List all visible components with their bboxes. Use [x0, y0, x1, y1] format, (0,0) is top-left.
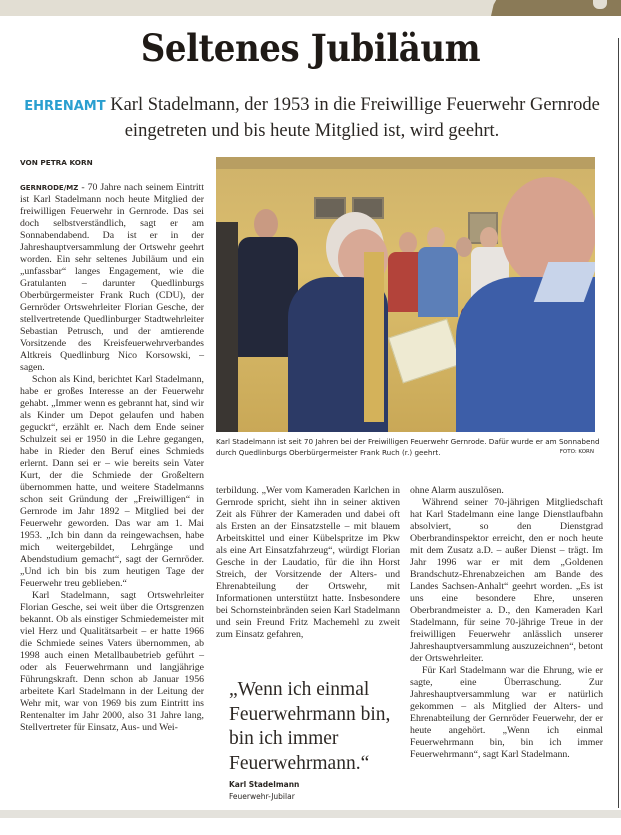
article-column-3	[410, 485, 603, 761]
paragraph: ohne Alarm auszulösen.	[410, 485, 504, 496]
pull-quote-role: Feuerwehr-Jubilar	[229, 792, 295, 801]
header-decoration	[491, 0, 621, 16]
article-column-1	[20, 182, 204, 734]
deck-text: Karl Stadelmann, der 1953 in die Freiwillige Feuerwehr Gernrode eingetreten und bis heute Mitglied ist, wird geehrt.	[110, 95, 600, 141]
article-photo	[216, 157, 595, 432]
paragraph: Während seiner 70-jährigen Mitgliedschaft hat Karl Stadelmann eine lange Dienstlaufbahn absolviert, so den Dienstgrad Oberbrandinspektor erreicht, den er noch heute mit dem Zusatz a.D. – außer Dienst – trägt. Im Jahr 1996 war er mit dem „Goldenen Brandschutz-Ehrenabzeichen am Bande des Landes Sachsen-Anhalt“ geehrt worden. „Es ist uns eine besondere Ehre, unseren Oberbrandmeister a. D., den Kameraden Karl Stadelmann, für seine 70-jährige Treue in der freiwilligen Feuerwehr anlässlich unserer Jahreshauptversammlung auszuzeichnen“, betont der Ortswehrleiter.	[410, 497, 603, 664]
top-band	[0, 0, 621, 16]
photo-credit: FOTO: KORN	[559, 449, 594, 455]
pull-quote: „Wenn ich einmal Feuerwehrmann bin, bin ich immer Feuerwehrmann.“	[229, 679, 391, 774]
dateline: GERNRODE/MZ	[20, 184, 79, 192]
paragraph: Für Karl Stadelmann war die Ehrung, wie er sagte, eine Überraschung. Zur Jahreshauptversammlung war er natürlich gekommen – als Mitglied der Alters- und Ehrenabteilung der Gernröder Feuerwehr, der er heute angehört. „Wenn ich einmal Feuerwehrmann bin, bin ich immer Feuerwehrmann“, sagt Karl Stadelmann.	[410, 665, 603, 760]
paragraph: GERNRODE/MZ - 70 Jahre nach seinem Eintritt ist Karl Stadelmann noch heute Mitglied der freiwilligen Feuerwehr in Gernrode. Das sei doch selbstverständlich, sagt er am Sonnabendabend. Da ist er in der Jahreshauptversammlung der Ortswehr geehrt worden. Ein sehr seltenes Jubiläum und ein „unfassbar“ langes Engagement, wie die Gratulanten – darunter Quedlinburgs Oberbürgermeister Frank Ruch (CDU), der Gernröder Ortswehrleiter Florian Gesche, der stellvertretende Quedlinburger Stadtwehrleiter Sebastian Petrusch, und der amtierende Vorsitzende des Kreisfeuerwehrverbandes Altkreis Quedlinburg Nico Korsowski, – sagen.	[20, 182, 204, 373]
byline: VON PETRA KORN	[20, 158, 93, 167]
person	[254, 209, 278, 239]
headline: Seltenes Jubiläum	[140, 26, 481, 70]
deck	[14, 93, 610, 143]
paragraph: Karl Stadelmann, sagt Ortswehrleiter Florian Gesche, sei weit über die Ortsgrenzen bekannt. Ob als einstiger Schmiedemeister mit viel Herz und Qualitätsarbeit – er hatte 1966 die Schmiede seines Vaters übernommen, ab 1998 auch einen Metallbaubetrieb geführt – oder als Feuerwehrmann und langjährige Führungskraft. Denn schon ab Januar 1956 arbeitete Karl Stadelmann in der Leitung der Wehr mit, war von 1969 bis zum Eintritt ins Rentenalter im Jahr 2000, also 31 Jahre lang, Stellvertreter für Einsatz, Aus- und Wei-	[20, 590, 204, 733]
article-column-2	[216, 485, 400, 641]
paragraph: terbildung. „Wer vom Kameraden Karlchen in Gernrode spricht, sieht ihn in seiner aktiven Zeit als Führer der Kameraden und dabei oft als Ersten an der Einsatzstelle – mit blauem Arbeitskittel und einer Kübelspritze im Pkw als eine Art Einsatzfahrzeug“, würdigt Florian Gesche in der Laudatio, für die ihn Horst Streich, der Vorsitzende der Alters- und Ehrenabteilung der Ortswehr, mit Informationen unterstützt hatte. Insbesondere bei Schornsteinbränden seien Karl Stadelmann und sein Freund Fritz Machemehl zu zweit zum Einsatz gefahren,	[216, 485, 400, 640]
bottom-band	[0, 810, 621, 818]
paragraph: Schon als Kind, berichtet Karl Stadelmann, habe er großes Interesse an der Feuerwehr gehabt. „Immer wenn es gebrannt hat, sind wir als Kinder um Depot gelaufen und haben geguckt“, erzählt er. Nach dem Ende seiner Schulzeit sei er 1950 in die Lehre gegangen, habe in Rieder den Beruf eines Schmieds erlernt. Dann sei er – wie bereits sein Vater Kurt, der die Schmiede der Großeltern übernommen hatte, und weitere Stadelmanns schon seit Gründung der „Freiwilligen“ in Gernrode im Jahr 1892 – Mitglied bei der Feuerwehr geworden. Das war am 1. Mai 1953. „Ich bin dann da reingewachsen, habe mich weitergebildet, Lehrgänge und Abendstudium gemacht“, sagt der Gernröder. „Und ich bin bis zum heutigen Tage der Feuerwehr treu geblieben.“	[20, 374, 204, 589]
photo-caption: Karl Stadelmann ist seit 70 Jahren bei der Freiwilligen Feuerwehr Gernrode. Dafür wurde er am Sonnabend durch Quedlinburgs Oberbürgermeister Frank Ruch (r.) geehrt. FOTO: KORN	[216, 437, 600, 457]
pull-quote-author: Karl Stadelmann	[229, 780, 300, 789]
column-rule	[618, 38, 619, 808]
kicker: EHRENAMT	[24, 99, 106, 114]
